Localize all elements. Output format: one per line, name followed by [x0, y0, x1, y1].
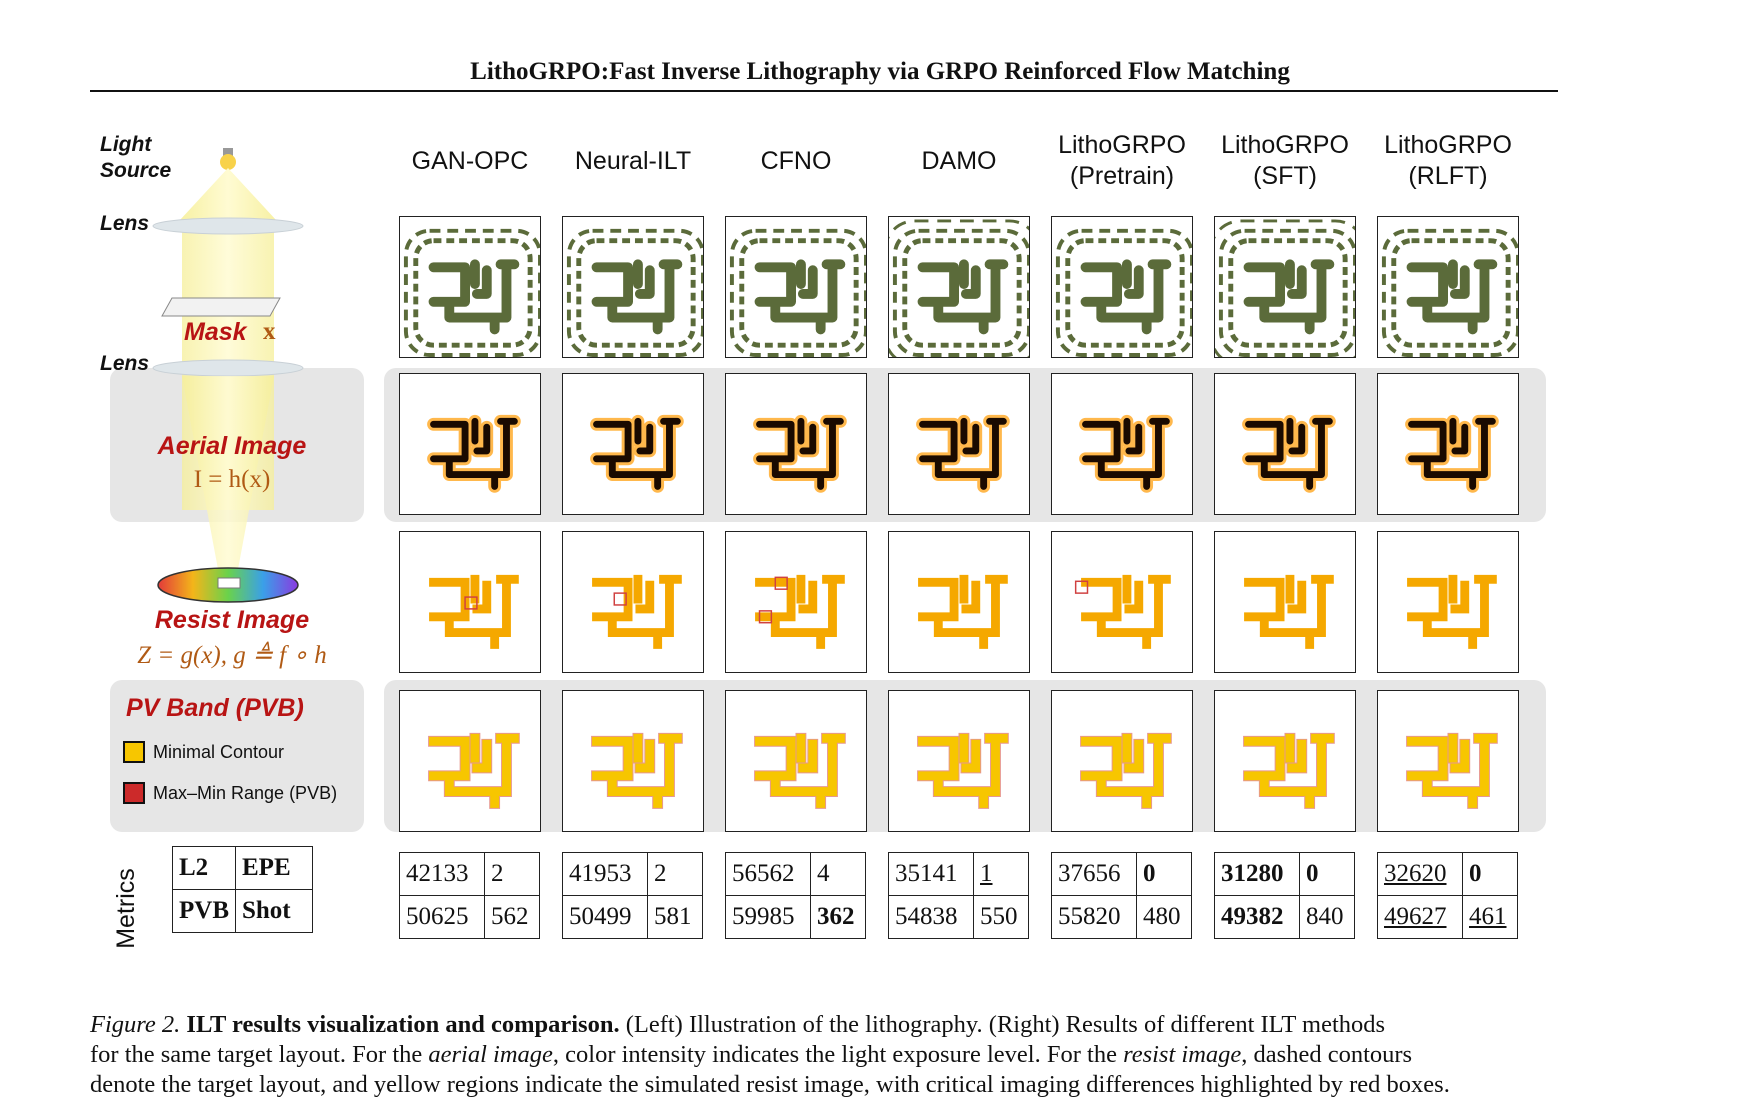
metrics-table-3 [888, 852, 1029, 939]
aerial-panel-0 [399, 373, 541, 515]
metric-cell: 461 [1463, 896, 1518, 939]
resist-panel-4 [1051, 531, 1193, 673]
aerial-panel-6 [1377, 373, 1519, 515]
method-title-5 [1210, 130, 1360, 192]
method-title-4 [1047, 130, 1197, 192]
metric-cell: 50625 [400, 896, 485, 939]
metric-cell: 550 [974, 896, 1029, 939]
metrics-table-0 [399, 852, 540, 939]
method-name-line: (Pretrain) [1069, 162, 1175, 190]
metric-cell: 56562 [726, 853, 811, 896]
metric-cell: 37656 [1052, 853, 1137, 896]
resist-panel-0 [399, 531, 541, 673]
legend-pvb-range: Max–Min Range (PVB) [153, 783, 338, 803]
metric-cell: 581 [648, 896, 703, 939]
pvb-panel-5 [1214, 690, 1356, 832]
caption-line2e: , dashed contours [1241, 1041, 1413, 1068]
aerial-image-label: Aerial Image [157, 432, 307, 460]
caption-fig-number: Figure 2. [90, 1011, 181, 1038]
lens-bottom-shape [153, 360, 303, 376]
aerial-panel-1 [562, 373, 704, 515]
light-bulb-icon [220, 148, 236, 170]
resist-panel-5 [1214, 531, 1356, 673]
metric-cell: 362 [811, 896, 866, 939]
mask-panel-6 [1377, 216, 1519, 358]
mask-panel-1 [562, 216, 704, 358]
aerial-panel-3 [888, 373, 1030, 515]
key-l2: L2 [173, 847, 236, 890]
metric-cell: 32620 [1378, 853, 1463, 896]
metrics-key-table [172, 846, 313, 933]
method-name-line: (RLFT) [1408, 162, 1488, 190]
metric-cell: 2 [648, 853, 703, 896]
legend-swatch-min-contour [123, 741, 145, 763]
legend-min-contour: Minimal Contour [153, 742, 285, 762]
method-name-line: LithoGRPO [1221, 131, 1349, 159]
key-epe: EPE [236, 847, 313, 890]
header-rule [90, 90, 1558, 92]
metric-cell: 0 [1137, 853, 1192, 896]
metrics-table-1 [562, 852, 703, 939]
metric-cell: 42133 [400, 853, 485, 896]
mask-plate-shape [162, 298, 280, 316]
caption-line2c: , color intensity indicates the light exposure level. For the [552, 1041, 1124, 1068]
method-title-2 [721, 146, 871, 177]
pvb-panel-0 [399, 690, 541, 832]
lens-bottom-label: Lens [100, 352, 150, 375]
method-name-line: CFNO [760, 147, 832, 175]
paper-running-title: LithoGRPO:Fast Inverse Lithography via GRPO Reinforced Flow Matching [470, 58, 1290, 85]
metric-cell: 41953 [563, 853, 648, 896]
mask-panel-4 [1051, 216, 1193, 358]
method-name-line: Neural-ILT [574, 147, 692, 175]
metric-cell: 55820 [1052, 896, 1137, 939]
key-shot: Shot [236, 890, 313, 933]
aerial-panel-5 [1214, 373, 1356, 515]
aerial-panel-2 [725, 373, 867, 515]
metrics-table-2 [725, 852, 866, 939]
caption-line2a: for the same target layout. For the [90, 1041, 429, 1068]
caption-resist-term: resist image [1123, 1041, 1242, 1068]
method-title-3 [884, 146, 1034, 177]
lens-top-label: Lens [100, 212, 150, 235]
resist-panel-2 [725, 531, 867, 673]
pvb-panel-4 [1051, 690, 1193, 832]
legend-swatch-pvb-range [123, 782, 145, 804]
metric-cell: 0 [1300, 853, 1355, 896]
resist-formula: Z = g(x), g ≜ f ∘ h [137, 642, 327, 669]
mask-panel-0 [399, 216, 541, 358]
metric-cell: 49627 [1378, 896, 1463, 939]
metrics-table-4 [1051, 852, 1192, 939]
resist-panel-6 [1377, 531, 1519, 673]
resist-panel-3 [888, 531, 1030, 673]
method-name-line: DAMO [921, 147, 997, 175]
metric-cell: 4 [811, 853, 866, 896]
key-pvb: PVB [173, 890, 236, 933]
method-title-6 [1373, 130, 1523, 192]
metric-cell: 54838 [889, 896, 974, 939]
aerial-panel-4 [1051, 373, 1193, 515]
mask-panel-3 [888, 216, 1030, 358]
method-name-line: LithoGRPO [1384, 131, 1512, 159]
mask-label: Mask [184, 318, 247, 346]
mask-variable: x [263, 318, 276, 345]
resist-panel-1 [562, 531, 704, 673]
caption-aerial-term: aerial image [428, 1041, 553, 1068]
figure-caption [90, 1010, 1558, 1100]
caption-line1: (Left) Illustration of the lithography. (Right) Results of different ILT methods [625, 1011, 1386, 1038]
method-name-line: LithoGRPO [1058, 131, 1186, 159]
resist-image-label: Resist Image [154, 606, 310, 634]
pvb-panel-3 [888, 690, 1030, 832]
aerial-formula: I = h(x) [193, 466, 271, 493]
metric-cell: 2 [485, 853, 540, 896]
metric-cell: 31280 [1215, 853, 1300, 896]
metric-cell: 562 [485, 896, 540, 939]
light-source-label: Light Source [100, 133, 172, 182]
pvb-panel-2 [725, 690, 867, 832]
metric-cell: 1 [974, 853, 1029, 896]
metrics-table-5 [1214, 852, 1355, 939]
metrics-table-6 [1377, 852, 1518, 939]
pvb-panel-6 [1377, 690, 1519, 832]
method-name-line: (SFT) [1253, 162, 1317, 190]
pvb-panel-1 [562, 690, 704, 832]
caption-title: ILT results visualization and comparison. [186, 1011, 620, 1038]
pv-band-label: PV Band (PVB) [126, 694, 304, 722]
caption-line3: denote the target layout, and yellow regions indicate the simulated resist image, with critical imaging differences highlighted by red boxes. [90, 1071, 1450, 1098]
mask-panel-2 [725, 216, 867, 358]
method-name-line: GAN-OPC [411, 147, 529, 175]
method-title-0 [395, 146, 545, 177]
metric-cell: 35141 [889, 853, 974, 896]
metric-cell: 0 [1463, 853, 1518, 896]
mask-panel-5 [1214, 216, 1356, 358]
metrics-rotated-label: Metrics [111, 868, 140, 949]
method-title-1 [558, 146, 708, 177]
metric-cell: 840 [1300, 896, 1355, 939]
metric-cell: 49382 [1215, 896, 1300, 939]
metric-cell: 50499 [563, 896, 648, 939]
metric-cell: 59985 [726, 896, 811, 939]
lens-top-shape [153, 218, 303, 234]
metric-cell: 480 [1137, 896, 1192, 939]
